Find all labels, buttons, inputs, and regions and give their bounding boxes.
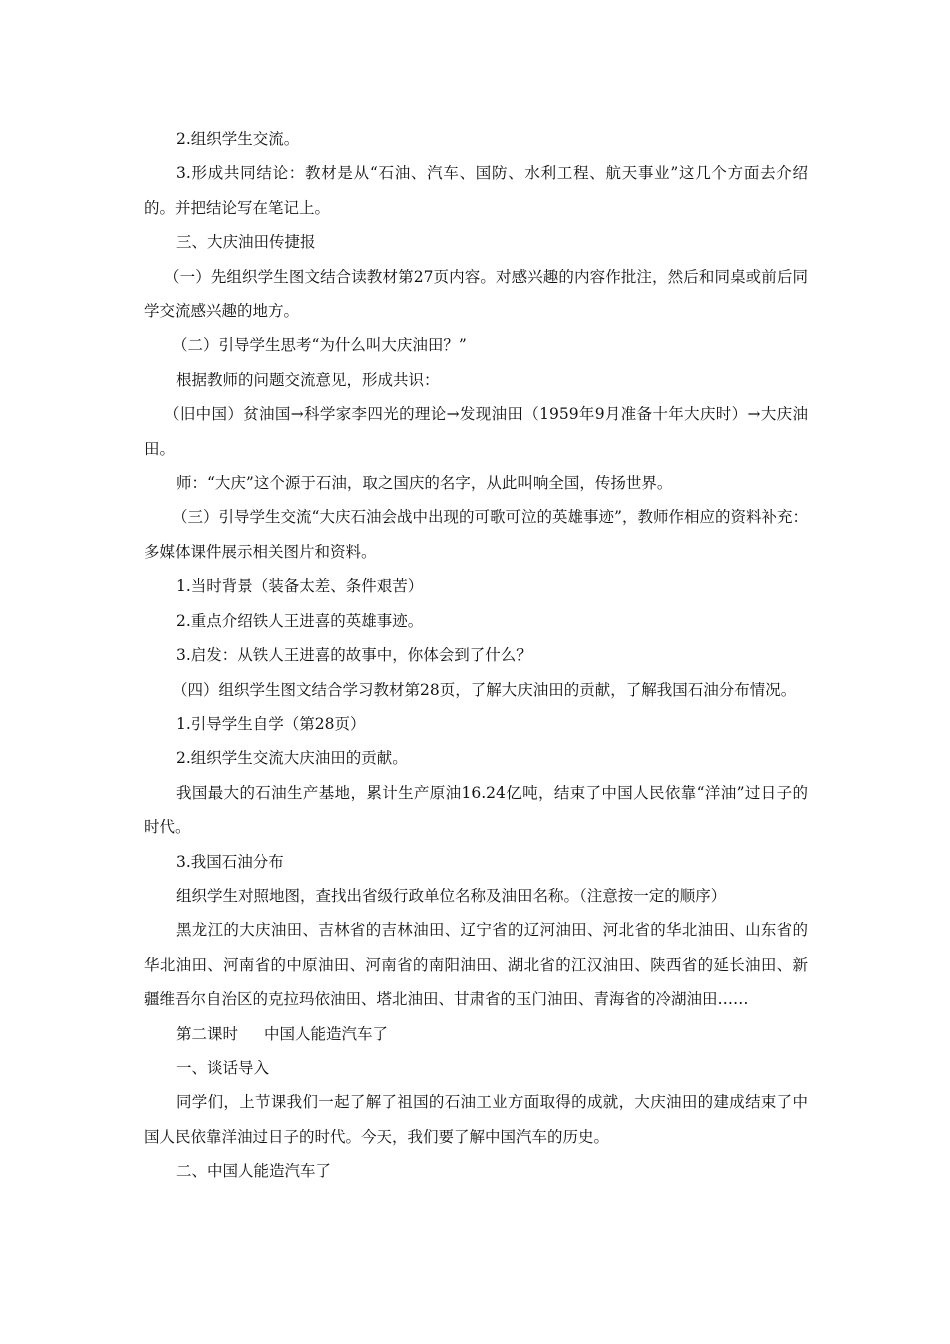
document-body [144, 122, 808, 1189]
paragraph-consensus: 根据教师的问题交流意见，形成共识： [176, 370, 440, 389]
lesson-heading [144, 1017, 808, 1051]
paragraph-step-two: （二）引导学生思考“为什么叫大庆油田？” [172, 336, 467, 355]
paragraph-conclusion: 3.形成共同结论：教材是从“石油、汽车、国防、水利工程、航天事业”这几个方面去介绍的。并把结论写在笔记上。 [144, 164, 808, 217]
lesson-number: 第二课时 [176, 1024, 239, 1043]
list-item-wang-jinxi: 2.重点介绍铁人王进喜的英雄事迹。 [176, 611, 424, 630]
paragraph-exchange: 2.组织学生交流。 [176, 130, 300, 148]
paragraph-history-chain: （旧中国）贫油国→科学家李四光的理论→发现油田（1959年9月准备十年大庆时）→大庆油田。 [144, 405, 808, 458]
paragraph-teacher-note: 师：“大庆”这个源于石油，取之国庆的名字，从此叫响全国，传扬世界。 [176, 474, 673, 493]
list-item-inspiration: 3.启发：从铁人王进喜的故事中，你体会到了什么？ [176, 646, 532, 665]
paragraph-step-one: （一）先组织学生图文结合读教材第27页内容。对感兴趣的内容作批注，然后和同桌或前后同学交流感兴趣的地方。 [144, 267, 808, 321]
section-heading-intro: 一、谈话导入 [176, 1058, 270, 1077]
paragraph-oilfield-list: 黑龙江的大庆油田、吉林省的吉林油田、辽宁省的辽河油田、河北省的华北油田、山东省的华北油田、河南省的中原油田、河南省的南阳油田、湖北省的江汉油田、陕西省的延长油田、新疆维吾尔自治区的克拉玛依油田、塔北油田、甘肃省的玉门油田、青海省的冷湖油田…… [144, 921, 808, 1009]
paragraph-map-task: 组织学生对照地图，查找出省级行政单位名称及油田名称。（注意按一定的顺序） [176, 886, 727, 905]
paragraph-step-four: （四）组织学生图文结合学习教材第28页，了解大庆油田的贡献，了解我国石油分布情况。 [172, 680, 797, 699]
lesson-title: 中国人能造汽车了 [264, 1024, 389, 1043]
list-item-distribution: 3.我国石油分布 [176, 852, 284, 871]
list-item-background: 1.当时背景（装备太差、条件艰苦） [176, 577, 424, 596]
paragraph-production: 我国最大的石油生产基地，累计生产原油16.24亿吨，结束了中国人民依靠“洋油”过日子的时代。 [144, 783, 808, 837]
list-item-contribution: 2.组织学生交流大庆油田的贡献。 [176, 749, 408, 768]
section-heading-cars: 二、中国人能造汽车了 [176, 1162, 332, 1181]
paragraph-intro-talk: 同学们，上节课我们一起了解了祖国的石油工业方面取得的成就，大庆油田的建成结束了中国人民依靠洋油过日子的时代。今天，我们要了解中国汽车的历史。 [144, 1093, 808, 1146]
section-heading-daqing: 三、大庆油田传捷报 [176, 233, 316, 252]
paragraph-step-three: （三）引导学生交流“大庆石油会战中出现的可歌可泣的英雄事迹”，教师作相应的资料补充：多媒体课件展示相关图片和资料。 [144, 508, 808, 561]
list-item-self-study: 1.引导学生自学（第28页） [176, 714, 366, 733]
